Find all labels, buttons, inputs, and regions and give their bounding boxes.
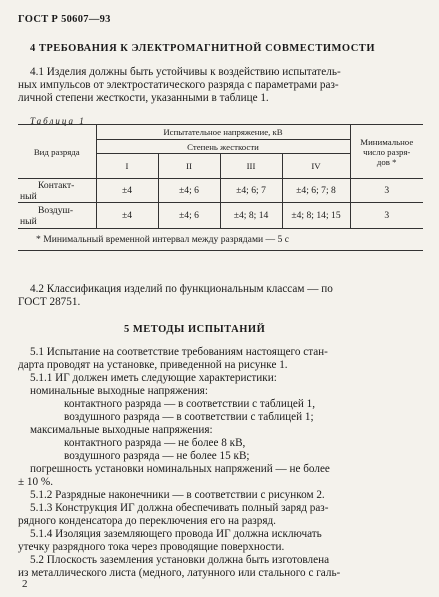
col-header-severity: Степень жесткости: [96, 140, 350, 154]
paragraph-line: 5.2 Плоскость заземления установки должна быть изготовлена: [30, 554, 330, 566]
paragraph-line: 5.1.1 ИГ должен иметь следующие характеристики:: [30, 372, 277, 384]
paragraph-line: дарта проводят на установке, приведенной на рисунке 1.: [18, 359, 288, 371]
paragraph-line: ГОСТ 28751.: [18, 296, 81, 308]
section-4-title: 4 ТРЕБОВАНИЯ К ЭЛЕКТРОМАГНИТНОЙ СОВМЕСТИМОСТИ: [30, 43, 375, 54]
paragraph-line: 5.1.3 Конструкция ИГ должна обеспечивать полный заряд раз-: [30, 502, 329, 514]
paragraph-line: 5.1.2 Разрядные наконечники — в соответствии с рисунком 2.: [30, 489, 325, 501]
paragraph-line: максимальные выходные напряжения:: [30, 424, 213, 436]
paragraph-line: 4.2 Классификация изделий по функциональным классам — по: [30, 283, 333, 295]
paragraph-line: утечку разрядного тока через проводящие поверхности.: [18, 541, 285, 553]
section-5-title: 5 МЕТОДЫ ИСПЫТАНИЙ: [124, 324, 266, 335]
table-1: [18, 124, 423, 251]
table-row: Воздуш- ный ±4 ±4; 6 ±4; 8; 14 ±4; 8; 14; 15 3: [18, 203, 423, 229]
paragraph-line: ± 10 %.: [18, 476, 54, 488]
table-caption: Таблица 1: [30, 116, 86, 126]
degree-label: I: [96, 154, 158, 179]
paragraph-line: из металлического листа (медного, латунного или стального с галь-: [18, 567, 341, 579]
col-header-discharge-type: Вид разряда: [18, 125, 96, 179]
paragraph-line: контактного разряда — не более 8 кВ,: [64, 437, 246, 449]
page-number: 2: [22, 578, 28, 590]
col-header-test-voltage: Испытательное напряжение, кВ: [96, 125, 350, 140]
degree-label: III: [220, 154, 282, 179]
paragraph-line: воздушного разряда — в соответствии с таблицей 1;: [64, 411, 314, 423]
paragraph-line: номинальные выходные напряжения:: [30, 385, 208, 397]
degree-label: IV: [282, 154, 350, 179]
table-footnote: * Минимальный временной интервал между разрядами — 5 с: [18, 229, 423, 251]
paragraph-line: рядного конденсатора до переключения его на разряд.: [18, 515, 276, 527]
paragraph-line: воздушного разряда — не более 15 кВ;: [64, 450, 250, 462]
paragraph-line: ных импульсов от электростатического разряда с параметрами раз-: [18, 79, 339, 91]
paragraph-line: 5.1 Испытание на соответствие требованиям настоящего стан-: [30, 346, 328, 358]
paragraph-line: 4.1 Изделия должны быть устойчивы к воздействию испытатель-: [30, 66, 341, 78]
degree-label: II: [158, 154, 220, 179]
col-header-min-discharges: Минимальное число разря- дов *: [350, 125, 423, 179]
paragraph-line: личной степени жесткости, указанными в таблице 1.: [18, 92, 269, 104]
paragraph-line: 5.1.4 Изоляция заземляющего провода ИГ должна исключать: [30, 528, 322, 540]
table-row: Контакт- ный ±4 ±4; 6 ±4; 6; 7 ±4; 6; 7; 8 3: [18, 179, 423, 203]
paragraph-line: контактного разряда — в соответствии с таблицей 1,: [64, 398, 316, 410]
paragraph-line: погрешность установки номинальных напряжений — не более: [30, 463, 330, 475]
document-header: ГОСТ Р 50607—93: [18, 14, 111, 25]
